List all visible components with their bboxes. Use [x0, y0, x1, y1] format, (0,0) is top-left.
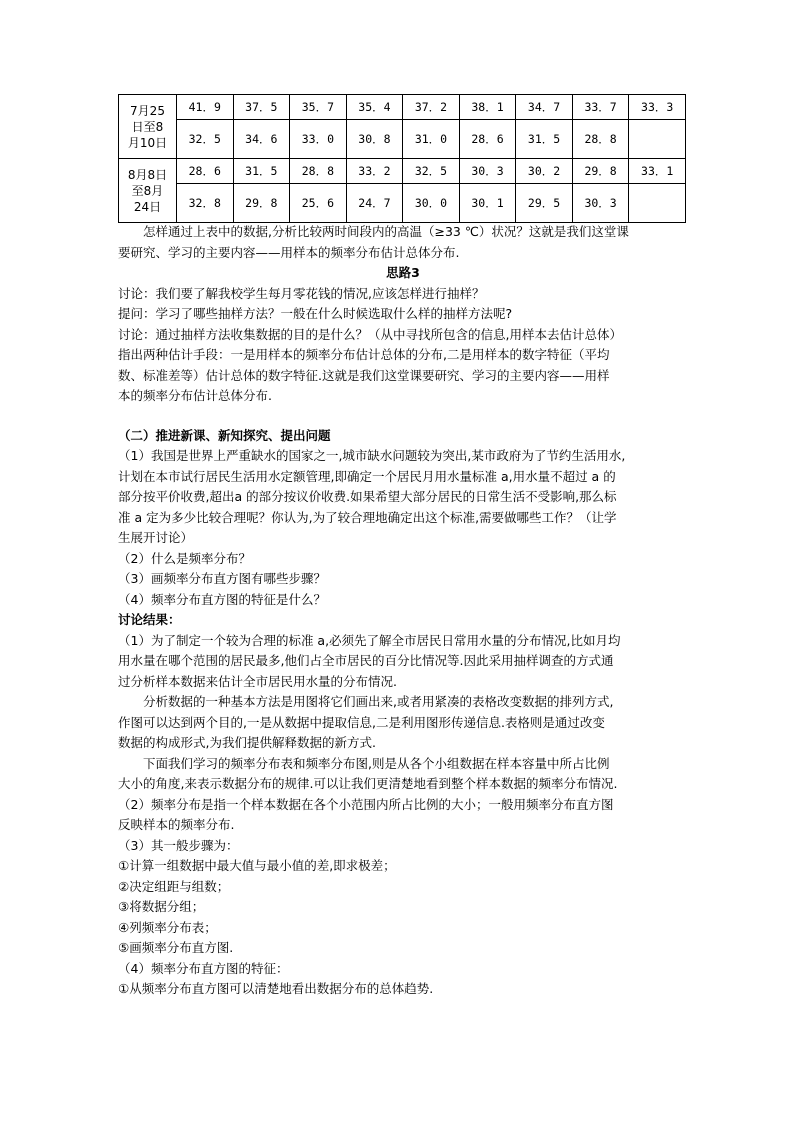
paragraph-line: 数据的构成形式,为我们提供解释数据的新方式.: [118, 735, 376, 750]
paragraph-line: 准 a 定为多少比较合理呢？你认为,为了较合理地确定出这个标准,需要做哪些工作？（让学: [118, 509, 617, 525]
table-cell: 37．2: [403, 95, 460, 120]
table-cell: 28．6: [459, 120, 516, 159]
step-line: ①从频率分布直方图可以清楚地看出数据分布的总体趋势.: [118, 981, 434, 996]
table-cell: 34．6: [233, 120, 290, 159]
table-cell: 32．8: [177, 184, 234, 223]
question-line: （4）频率分布直方图的特征是什么？: [118, 591, 326, 607]
table-cell: 33．2: [346, 159, 403, 184]
paragraph-line: 要研究、学习的主要内容——用样本的频率分布估计总体分布.: [118, 244, 460, 260]
section-heading-approach-3: 思路3: [386, 265, 420, 280]
table-cell: 38．1: [459, 95, 516, 120]
paragraph-line: 讨论：我们要了解我校学生每月零花钱的情况,应该怎样进行抽样？: [118, 285, 485, 301]
paragraph-line: 反映样本的频率分布.: [118, 817, 235, 832]
table-cell: 28．8: [290, 159, 347, 184]
table-cell: 29．5: [516, 184, 573, 223]
period-label-line: 日至8: [131, 119, 164, 134]
paragraph-line: 下面我们学习的频率分布表和频率分布图,则是从各个小组数据在样本容量中所占比例: [143, 755, 610, 771]
step-line: ①计算一组数据中最大值与最小值的差,即求极差；: [118, 858, 396, 873]
table-cell: 33．3: [629, 95, 686, 120]
paragraph-line: （1）我国是世界上严重缺水的国家之一,城市缺水问题较为突出,某市政府为了节约生活用水,: [118, 448, 626, 463]
paragraph-line: 作图可以达到两个目的,一是从数据中提取信息,二是利用图形传递信息.表格则是通过改变: [118, 714, 605, 730]
paragraph-line: 用水量在哪个范围的居民最多,他们占全市居民的百分比情况等.因此采用抽样调查的方式通: [118, 653, 614, 668]
step-line: ④列频率分布表；: [118, 919, 217, 935]
table-cell: 30．3: [459, 159, 516, 184]
temperature-table: [118, 94, 686, 223]
table-cell: 31．5: [516, 120, 573, 159]
table-cell: 33．0: [290, 120, 347, 159]
step-line: ⑤画频率分布直方图.: [118, 940, 234, 955]
paragraph-line: 本的频率分布估计总体分布.: [118, 388, 272, 403]
question-line: （2）什么是频率分布？: [118, 550, 251, 566]
question-line: （3）画频率分布直方图有哪些步骤？: [118, 571, 326, 586]
table-cell: 30．8: [346, 120, 403, 159]
table-cell: 28．8: [572, 120, 629, 159]
table-cell: 41．9: [177, 95, 234, 120]
table-cell: 30．1: [459, 184, 516, 223]
table-cell: 30．0: [403, 184, 460, 223]
period-label-line: 24日: [133, 199, 162, 214]
paragraph-line: 过分析样本数据来估计全市居民用水量的分布情况.: [118, 673, 397, 689]
body-text: [118, 222, 688, 1000]
paragraph-line: 提问：学习了哪些抽样方法？一般在什么时候选取什么样的抽样方法呢?: [118, 306, 513, 321]
paragraph-line: （2）频率分布是指一个样本数据在各个小范围内所占比例的大小；一般用频率分布直方图: [118, 796, 614, 812]
table-row: [119, 184, 686, 223]
paragraph-line: 分析数据的一种基本方法是用图将它们画出来,或者用紧凑的表格改变数据的排列方式,: [143, 694, 614, 709]
paragraph-line: 计划在本市试行居民生活用水定额管理,即确定一个居民月用水量标准 a,用水量不超过 a 的: [118, 468, 616, 484]
table-cell: 33．1: [629, 159, 686, 184]
period-label-line: 8月8日: [127, 167, 168, 182]
table-row: [119, 95, 686, 120]
spacer: [118, 407, 688, 426]
table-cell: 31．0: [403, 120, 460, 159]
paragraph-line: 部分按平价收费,超出a 的部分按议价收费.如果希望大部分居民的日常生活不受影响,那么标: [118, 489, 617, 504]
table-cell: [629, 184, 686, 223]
table-row: [119, 120, 686, 159]
table-cell: 34．7: [516, 95, 573, 120]
table-cell: 30．2: [516, 159, 573, 184]
table-cell: 24．7: [346, 184, 403, 223]
paragraph-line: 讨论：通过抽样方法收集数据的目的是什么？（从中寻找所包含的信息,用样本去估计总体）: [118, 326, 622, 342]
table-cell: [629, 120, 686, 159]
paragraph-line: （3）其一般步骤为：: [118, 837, 239, 853]
period-label-line: 7月25: [130, 103, 165, 118]
table-cell: 28．6: [177, 159, 234, 184]
step-line: ②决定组距与组数；: [118, 878, 230, 894]
paragraph-line: （4）频率分布直方图的特征：: [118, 960, 289, 976]
table-cell: 25．6: [290, 184, 347, 223]
table-cell: 32．5: [177, 120, 234, 159]
period-label-line: 至8月: [131, 183, 164, 198]
table-cell: 29．8: [572, 159, 629, 184]
table-cell: 37．5: [233, 95, 290, 120]
period-label-2: [119, 159, 177, 223]
table-row: [119, 159, 686, 184]
period-label-line: 月10日: [127, 135, 168, 150]
step-line: ③将数据分组；: [118, 899, 205, 914]
table-cell: 33．7: [572, 95, 629, 120]
table-cell: 31．5: [233, 159, 290, 184]
paragraph-line: 生展开讨论）: [118, 530, 194, 545]
table-cell: 29．8: [233, 184, 290, 223]
period-label-1: [119, 95, 177, 159]
table-cell: 32．5: [403, 159, 460, 184]
paragraph-line: 指出两种估计手段：一是用样本的频率分布估计总体的分布,二是用样本的数字特征（平均: [118, 347, 610, 362]
paragraph-line: 大小的角度,来表示数据分布的规律.可以让我们更清楚地看到整个样本数据的频率分布情况.: [118, 776, 618, 791]
discussion-results-heading: 讨论结果：: [118, 612, 181, 627]
table-cell: 30．3: [572, 184, 629, 223]
paragraph-line: 数、标准差等）估计总体的数字特征.这就是我们这堂课要研究、学习的主要内容——用样: [118, 367, 610, 383]
table-cell: 35．4: [346, 95, 403, 120]
paragraph-line: （1）为了制定一个较为合理的标准 a,必须先了解全市居民日常用水量的分布情况,比如月均: [118, 632, 621, 648]
table-cell: 35．7: [290, 95, 347, 120]
paragraph-line: 怎样通过上表中的数据,分析比较两时间段内的高温（≥33 ℃）状况？这就是我们这堂课: [143, 224, 629, 239]
section-heading-new-lesson: （二）推进新课、新知探究、提出问题: [118, 427, 331, 443]
